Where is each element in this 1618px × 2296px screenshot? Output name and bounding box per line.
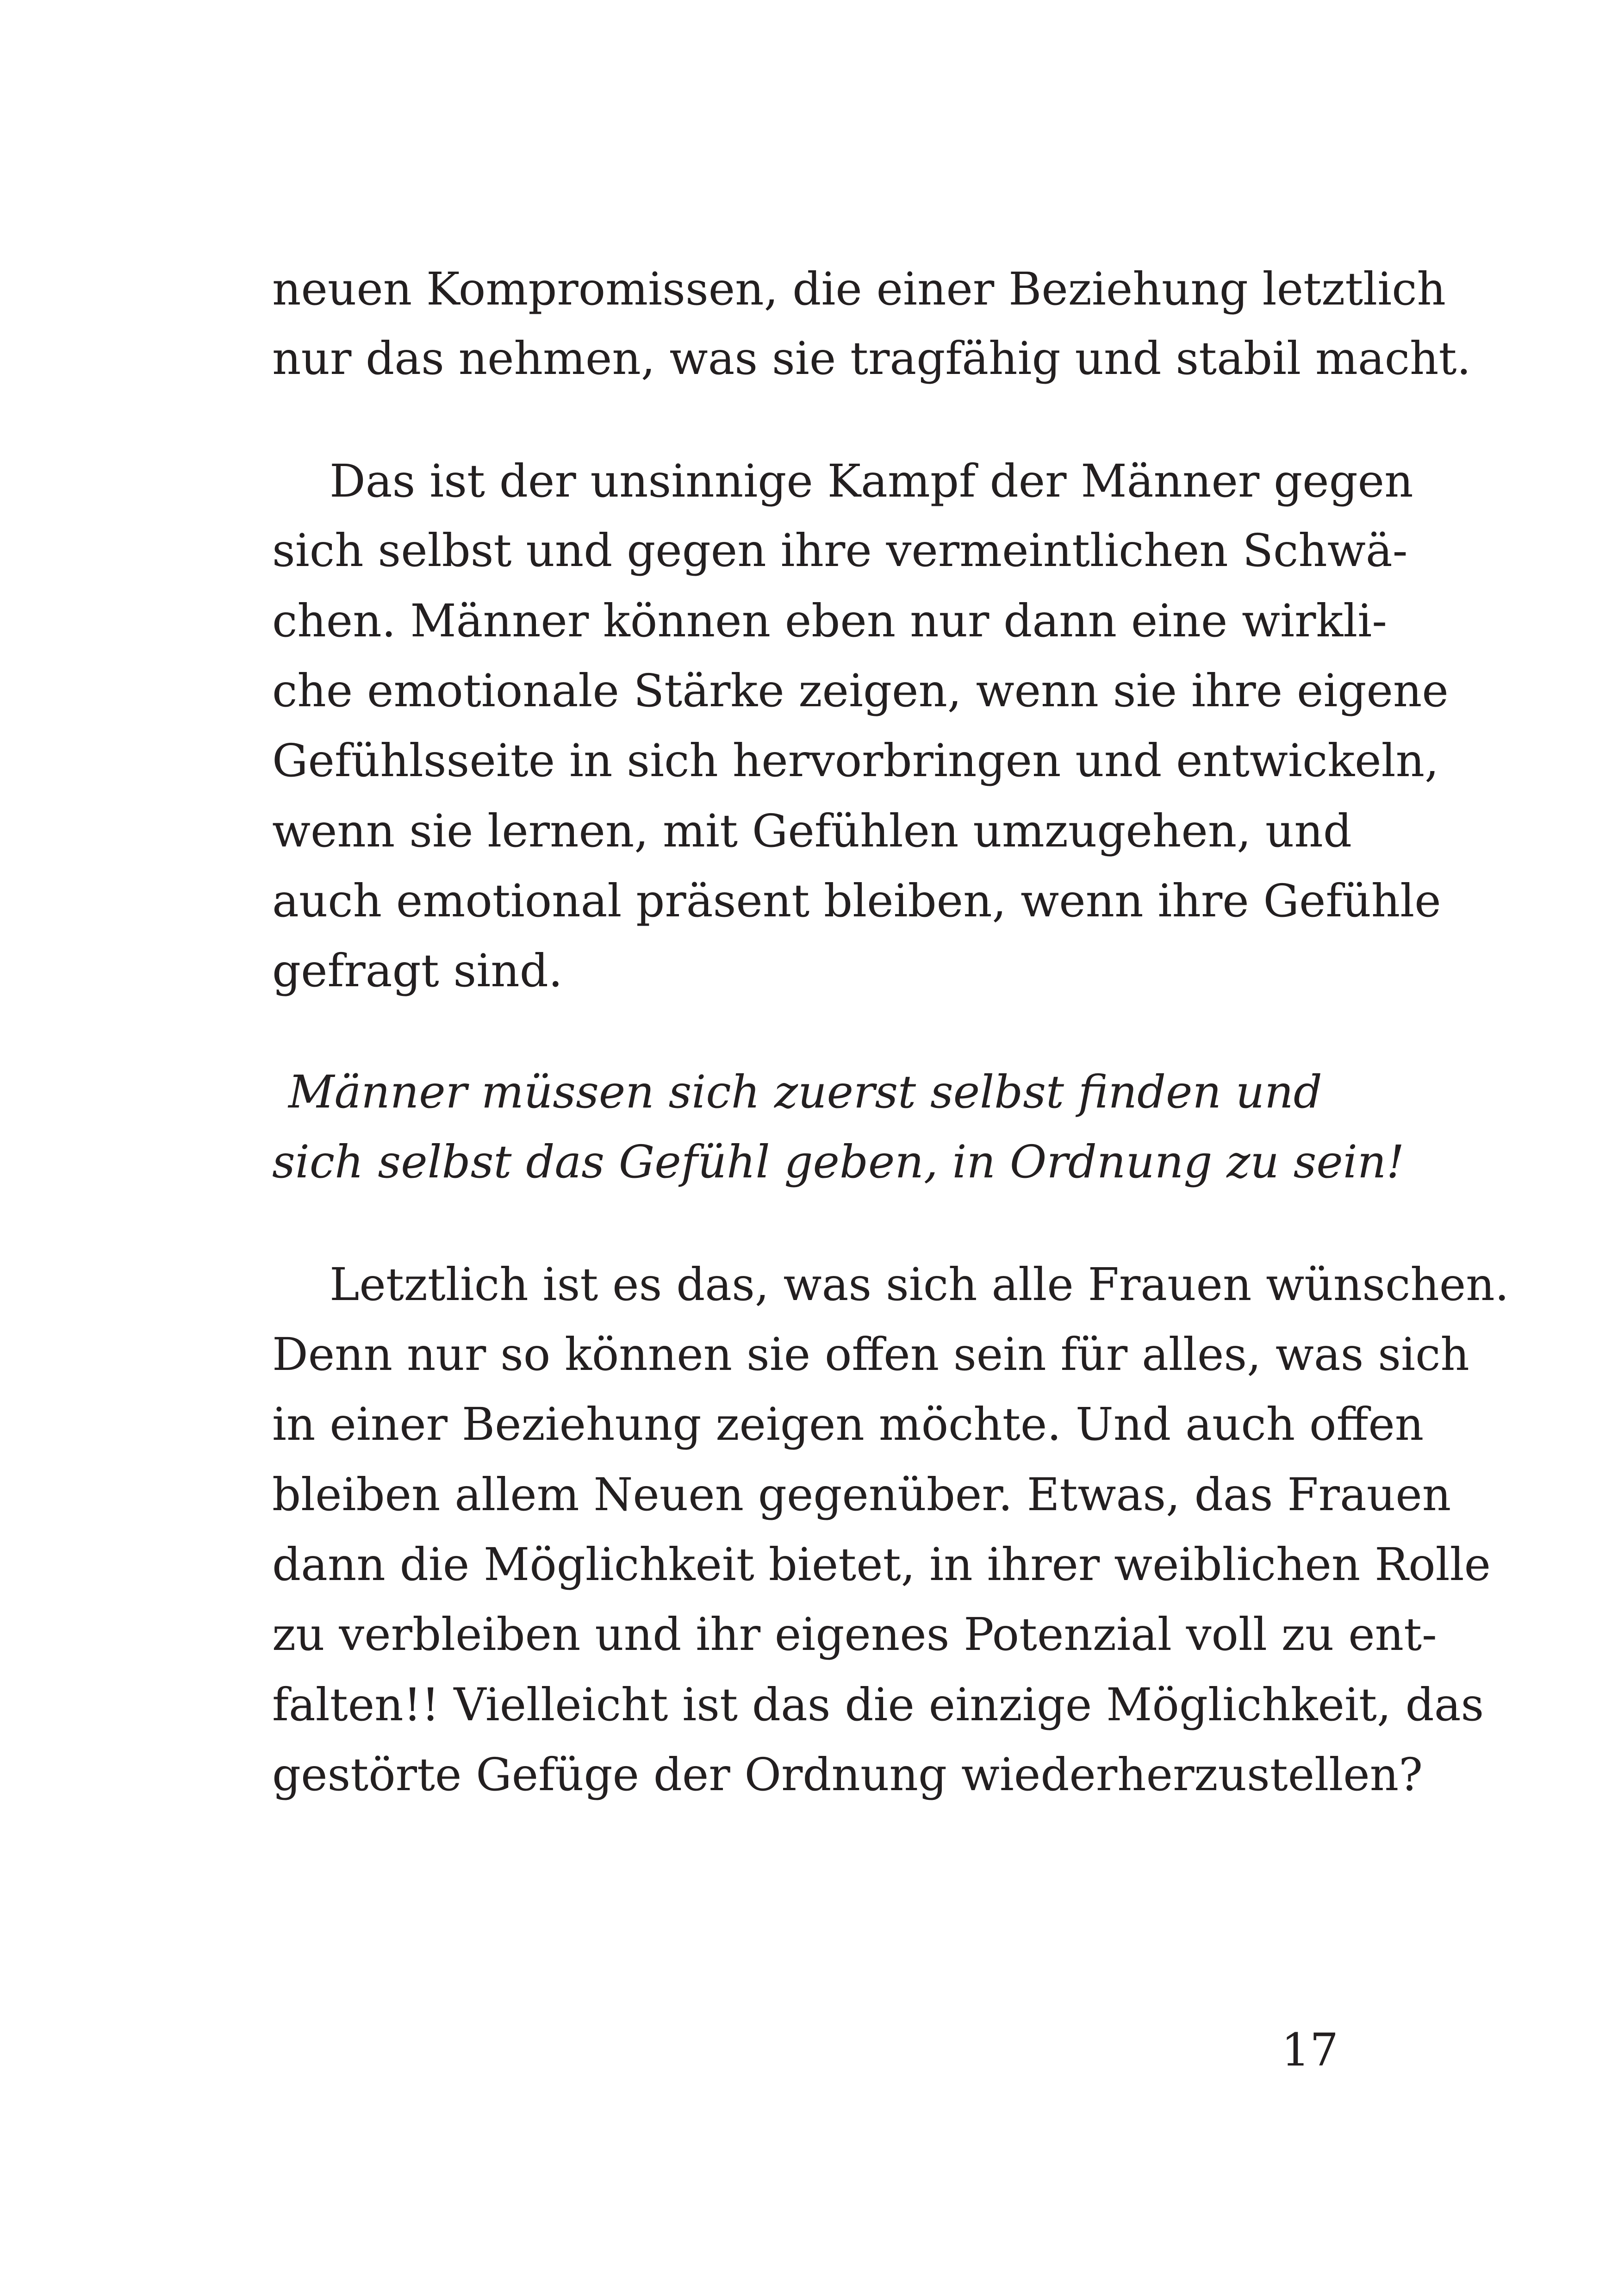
text-line: bleiben allem Neuen gegenüber. Etwas, das Frauen bbox=[272, 1468, 1451, 1521]
text-line: nur das nehmen, was sie tragfähig und stabil macht. bbox=[272, 332, 1471, 385]
text-line: Gefühlsseite in sich hervorbringen und entwickeln, bbox=[272, 734, 1439, 787]
text-line: falten!! Vielleicht ist das die einzige Möglichkeit, das bbox=[272, 1679, 1484, 1731]
text-line: in einer Beziehung zeigen möchte. Und auch offen bbox=[272, 1398, 1424, 1450]
quote-line: Männer müssen sich zuerst selbst finden und bbox=[288, 1066, 1322, 1118]
text-line: sich selbst und gegen ihre vermeintlichen Schwä- bbox=[272, 524, 1408, 577]
text-line: wenn sie lernen, mit Gefühlen umzugehen, und bbox=[272, 805, 1352, 857]
text-line: auch emotional präsent bleiben, wenn ihre Gefühle bbox=[272, 875, 1441, 927]
text-line: gestörte Gefüge der Ordnung wiederherzustellen? bbox=[272, 1748, 1423, 1801]
text-line: Denn nur so können sie offen sein für alles, was sich bbox=[272, 1328, 1469, 1381]
text-line: neuen Kompromissen, die einer Beziehung letztlich bbox=[272, 263, 1446, 315]
text-line: dann die Möglichkeit bietet, in ihrer weiblichen Rolle bbox=[272, 1538, 1491, 1591]
text-line: Das ist der unsinnige Kampf der Männer gegen bbox=[330, 455, 1413, 507]
text-line: chen. Männer können eben nur dann eine wirkli- bbox=[272, 595, 1388, 647]
text-line: che emotionale Stärke zeigen, wenn sie ihre eigene bbox=[272, 665, 1449, 717]
text-line: Letztlich ist es das, was sich alle Frauen wünschen. bbox=[330, 1258, 1509, 1311]
text-line: gefragt sind. bbox=[272, 945, 563, 997]
text-line: zu verbleiben und ihr eigenes Potenzial voll zu ent- bbox=[272, 1608, 1437, 1661]
page-number: 17 bbox=[1281, 2024, 1338, 2076]
quote-line: sich selbst das Gefühl geben, in Ordnung zu sein! bbox=[272, 1136, 1405, 1188]
